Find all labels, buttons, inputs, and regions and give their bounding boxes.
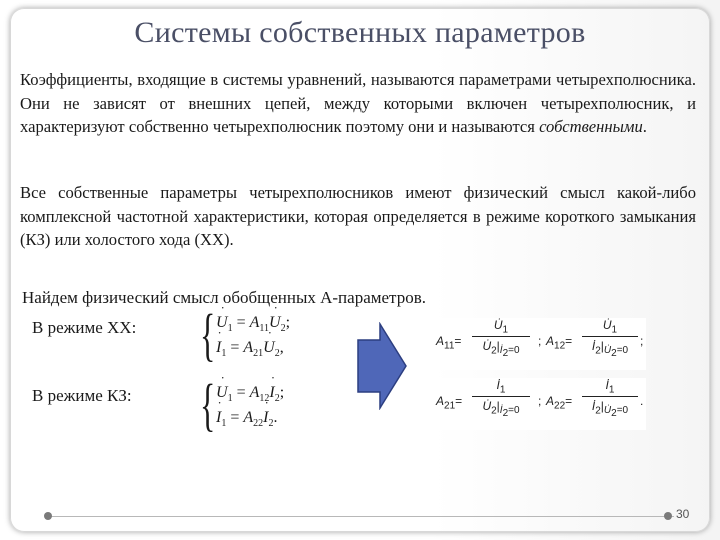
- fraction-a12: $A_{12}=$ $U̇_1$ $İ_2|_{U̇_2=0}$ ;: [546, 318, 644, 360]
- brace-icon: {: [200, 372, 216, 437]
- equation-row: ˙ $I_1$ = $A_{21}˙$ $U_2$,: [216, 339, 284, 359]
- equation-row: ˙ $U_1$ = $A_{11}˙$ $U_2$;: [216, 314, 290, 334]
- brace-icon: {: [200, 302, 216, 367]
- fraction-a22: $A_{22}=$ $İ_1$ $İ_2|_{U̇_2=0}$ .: [546, 378, 644, 420]
- fraction-a11: $A_{11}=$ $U̇_1$ $U̇_2|_{İ_2=0}$: [436, 318, 532, 370]
- paragraph-physical-meaning: Все собственные параметры четырехполюсников имеют физический смысл какой-либо комплексной частотной характеристики, которая определяется в режиме короткого замыкания (КЗ) или холостого хода (ХХ).: [20, 183, 696, 249]
- right-arrow-icon: [356, 322, 408, 410]
- formula-short-circuit: $A_{21}=$ $İ_1$ $U̇_2|_{İ_2=0}$ ; $A_{22}=$ $İ_1$ $İ_2|_{U̇_2=0}$ .: [434, 378, 646, 430]
- footer-dot-icon: [44, 512, 52, 520]
- paragraph-end: .: [642, 117, 647, 136]
- equation-row: ˙ $I_1$ = $A_{22}˙$ $I_2$.: [216, 409, 277, 429]
- equation-row: ˙ $U_1$ = $A_{12}˙$ $I_2$;: [216, 384, 284, 404]
- footer-dot-icon: [664, 512, 672, 520]
- label-short-circuit: В режиме КЗ:: [32, 386, 132, 405]
- paragraph-parameters-definition: [20, 68, 696, 139]
- emphasis-text: собственными: [539, 117, 643, 136]
- page-number: 30: [676, 507, 690, 521]
- footer-divider: [46, 516, 674, 517]
- formula-open-circuit: $A_{11}=$ $U̇_1$ $U̇_2|_{İ_2=0}$ ; $A_{12}=$ $U̇_1$ $İ_2|_{U̇_2=0}$ ;: [434, 318, 646, 370]
- paragraph-a-parameters: Найдем физический смысл обобщенных А-параметров.: [22, 288, 426, 307]
- slide-title: Системы собственных параметров: [134, 16, 586, 49]
- paragraph-text: Коэффициенты, входящие в системы уравнений, называются параметрами четырехполюсника. Они не зависят от внешних цепей, между которыми включен четырехполюсник, и характеризуют собственно четырехполюсник поэтому они и называются: [20, 70, 696, 136]
- label-open-circuit: В режиме ХХ:: [32, 318, 137, 337]
- fraction-a21: $A_{21}=$ $İ_1$ $U̇_2|_{İ_2=0}$: [436, 378, 532, 430]
